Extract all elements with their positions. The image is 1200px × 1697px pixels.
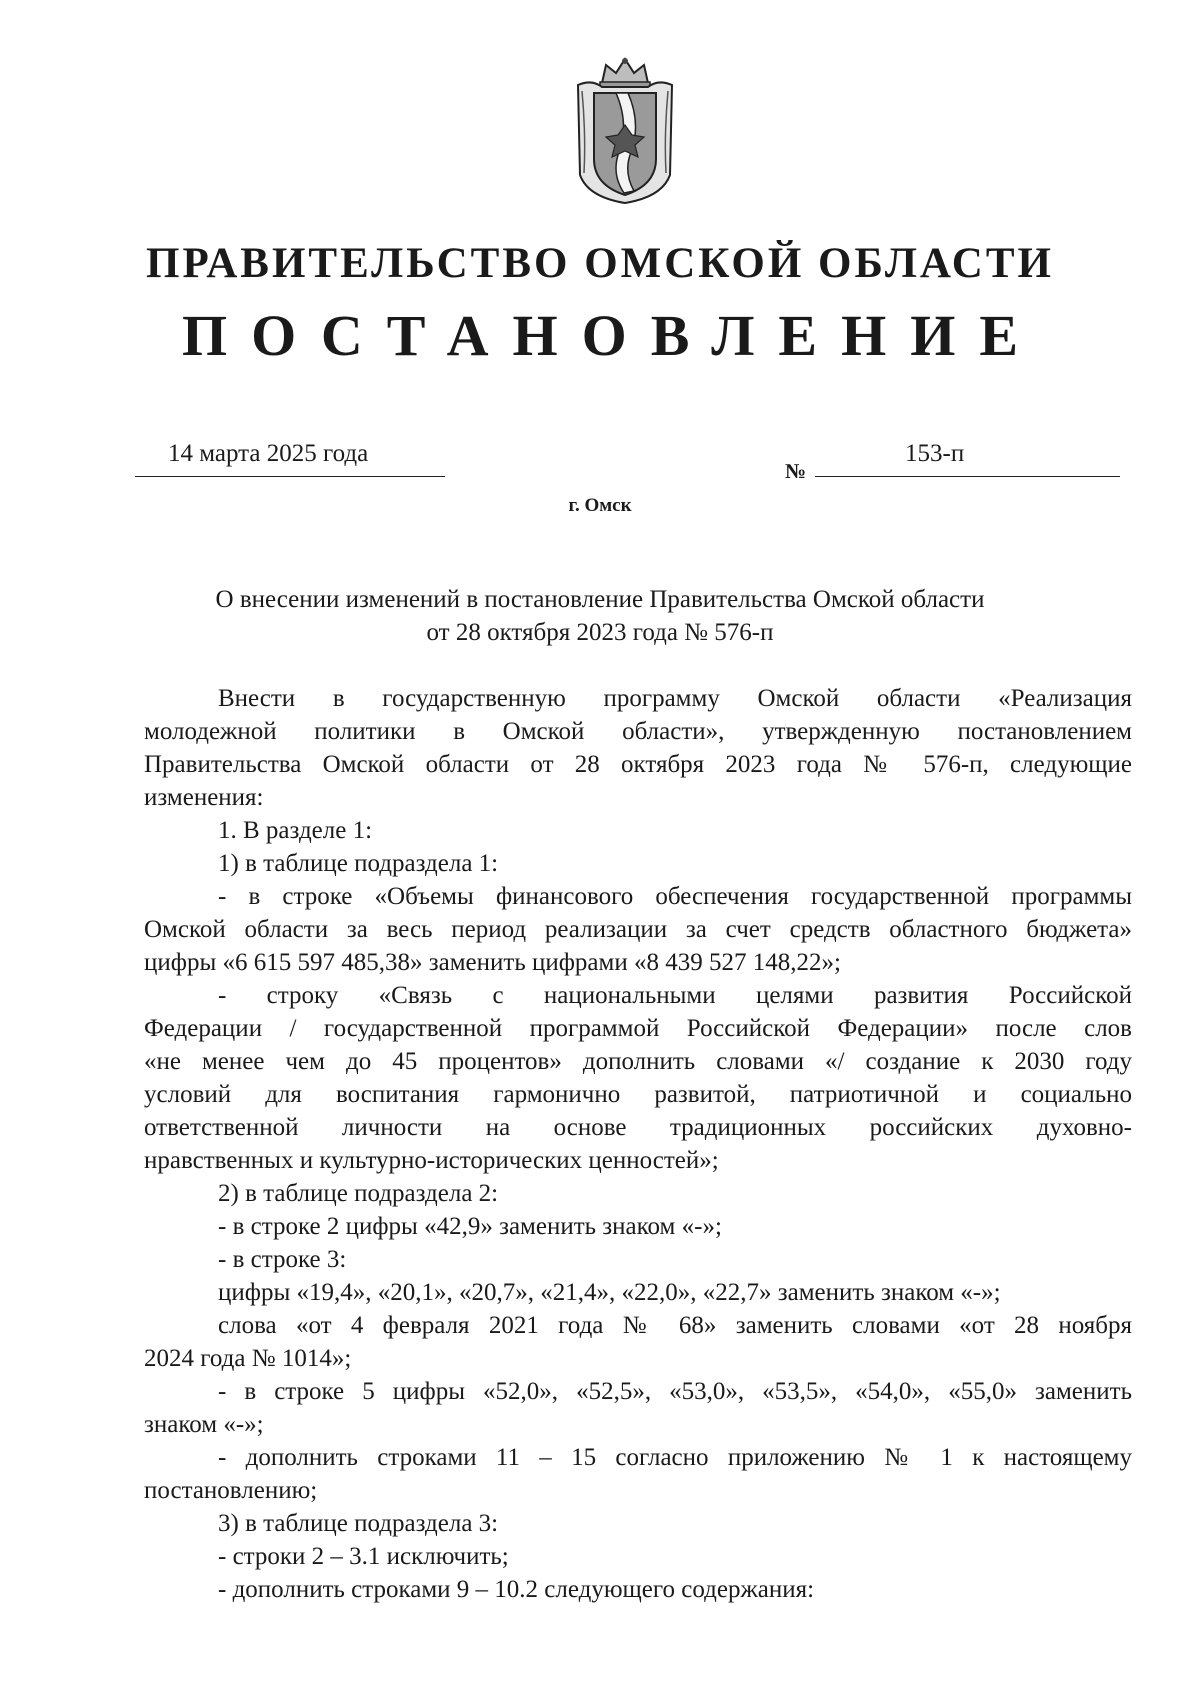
body-line: - в строке «Объемы финансового обеспечения государственной программы <box>218 883 1132 910</box>
body-line: слова «от 4 февраля 2021 года № 68» заменить словами «от 28 ноября <box>218 1312 1132 1339</box>
number-underline <box>815 476 1120 477</box>
body-line: 1. В разделе 1: <box>218 817 373 844</box>
body-line: Правительства Омской области от 28 октября 2023 года № 576-п, следующие <box>144 751 1132 778</box>
body-line: ответственной личности на основе традиционных российских духовно- <box>144 1114 1132 1141</box>
subject-line: О внесении изменений в постановление Правительства Омской области <box>215 586 985 613</box>
document-date: 14 марта 2025 года <box>168 440 369 467</box>
document-subject <box>150 583 1050 649</box>
body-line: - строку «Связь с национальными целями развития Российской <box>218 982 1132 1009</box>
body-line: нравственных и культурно-исторических ценностей»; <box>144 1147 719 1174</box>
body-line: - в строке 2 цифры «42,9» заменить знаком «-»; <box>218 1213 722 1240</box>
body-line: - дополнить строками 11 – 15 согласно приложению № 1 к настоящему <box>218 1444 1132 1471</box>
body-line: молодежной политики в Омской области», утвержденную постановлением <box>144 718 1132 745</box>
body-line: 1) в таблице подраздела 1: <box>218 850 499 877</box>
body-line: - в строке 3: <box>218 1246 347 1273</box>
number-sign: № <box>785 459 807 483</box>
body-line: Федерации / государственной программой Российской Федерации» после слов <box>144 1015 1132 1042</box>
body-line: знаком «-»; <box>144 1411 264 1438</box>
body-line: 3) в таблице подраздела 3: <box>218 1510 499 1537</box>
body-line: постановлению; <box>144 1477 318 1504</box>
body-line: цифры «19,4», «20,1», «20,7», «21,4», «22,0», «22,7» заменить знаком «-»; <box>218 1279 1001 1306</box>
body-line: «не менее чем до 45 процентов» дополнить словами «/ создание к 2030 году <box>144 1048 1132 1075</box>
body-line: Внести в государственную программу Омской области «Реализация <box>218 685 1132 712</box>
body-line: изменения: <box>144 784 264 811</box>
date-underline <box>135 476 445 477</box>
document-type-title: ПОСТАНОВЛЕНИЕ <box>181 303 1043 368</box>
body-line: 2024 года № 1014»; <box>144 1345 352 1372</box>
document-number: 153-п <box>905 440 965 467</box>
body-line: Омской области за весь период реализации за счет средств областного бюджета» <box>144 916 1132 943</box>
subject-line: от 28 октября 2023 года № 576-п <box>426 619 774 646</box>
body-line: - в строке 5 цифры «52,0», «52,5», «53,0», «53,5», «54,0», «55,0» заменить <box>218 1378 1132 1405</box>
city-name: г. Омск <box>568 495 632 516</box>
body-line: 2) в таблице подраздела 2: <box>218 1180 499 1207</box>
document-body <box>144 682 1132 1606</box>
body-line: цифры «6 615 597 485,38» заменить цифрами «8 439 527 148,22»; <box>144 949 841 976</box>
organization-title: ПРАВИТЕЛЬСТВО ОМСКОЙ ОБЛАСТИ <box>146 240 1054 287</box>
body-line: - дополнить строками 9 – 10.2 следующего содержания: <box>218 1576 815 1603</box>
body-line: - строки 2 – 3.1 исключить; <box>218 1543 509 1570</box>
coat-of-arms-icon <box>572 55 678 205</box>
body-line: условий для воспитания гармонично развитой, патриотичной и социально <box>144 1081 1132 1108</box>
